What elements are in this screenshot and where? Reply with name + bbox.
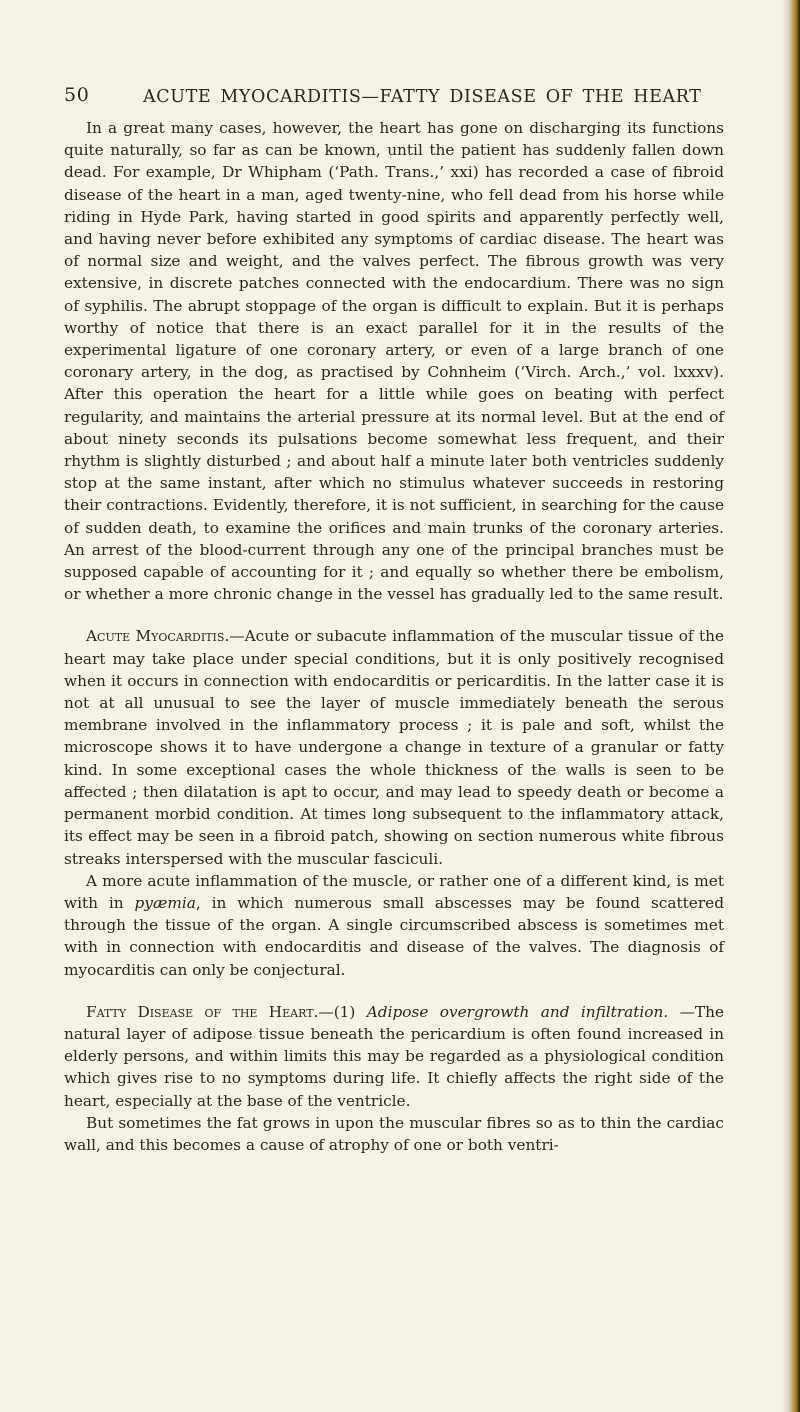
- pyaemia-text-end: , in which numerous small abscesses may be found scattered through the tissue of the organ. A single circumscribed abscess is sometimes met with in connection with endocarditis and disease of the valves. The diagnosis of myocarditis can only be conjectural.: [64, 893, 724, 979]
- paragraph-fatty-disease: [64, 1001, 724, 1112]
- fatty-disease-text: —The natural layer of adipose tissue beneath the pericardium is often found increased in elderly persons, and within limits this may be regarded as a physiological condition which gives rise to no symptoms during life. It chiefly affects the right side of the heart, especially at the base of the ventricle.: [64, 1002, 724, 1110]
- fatty-disease-number: —(1): [318, 1002, 367, 1021]
- pyaemia-term: pyæmia: [134, 893, 196, 912]
- running-title: ACUTE MYOCARDITIS—FATTY DISEASE OF THE HEART: [143, 87, 702, 107]
- page-number: 50: [64, 84, 90, 106]
- paragraph-fat-infiltration: But sometimes the fat grows in upon the muscular fibres so as to thin the cardiac wall, and this becomes a cause of atrophy of one or both ventri-: [64, 1113, 724, 1154]
- paragraph-pyaemia: [64, 870, 724, 981]
- body-text: [64, 117, 724, 1156]
- paragraph-sudden-death: In a great many cases, however, the heart has gone on discharging its functions quite naturally, so far as can be known, until the patient has suddenly fallen down dead. For example, Dr Whipham (‘Path. Trans.,’ xxi) has recorded a case of fibroid disease of the heart in a man, aged twenty-nine, who fell dead from his horse while riding in Hyde Park, having started in good spirits and apparently perfectly well, and having never before exhibited any symptoms of cardiac disease. The heart was of normal size and weight, and the valves perfect. The fibrous growth was very extensive, in discrete patches connected with the endocardium. There was no sign of syphilis. The abrupt stoppage of the organ is difficult to explain. But it is perhaps worthy of notice that there is an exact parallel for it in the results of the experimental ligature of one coronary artery, or even of a large branch of one coronary artery, in the dog, as practised by Cohnheim (‘Virch. Arch.,’ vol. lxxxv). After this operation the heart for a little while goes on beating with perfect regularity, and maintains the arterial pressure at its normal level. But at the end of about ninety seconds its pulsations become somewhat less frequent, and their rhythm is slightly disturbed ; and about half a minute later both ventricles suddenly stop at the same instant, after which no stimulus whatever succeeds in restoring their contractions. Evidently, therefore, it is not sufficient, in searching for the cause of sudden death, to examine the orifices and main trunks of the coronary arteries. An arrest of the blood-current through any one of the principal branches must be supposed capable of accounting for it ; and equally so whether there be embolism, or whether a more chronic change in the vessel has gradually led to the same result.: [64, 119, 724, 604]
- section-heading-fatty-disease: Fatty Disease of the Heart.: [86, 1002, 319, 1021]
- acute-myocarditis-text: —Acute or subacute inflammation of the muscular tissue of the heart may take place under special conditions, but it is only positively recognised when it occurs in connection with endocarditis or pericarditis. In the latter case it is not at all unusual to see the layer of muscle immediately beneath the serous membrane involved in the inflammatory process ; it is pale and soft, whilst the microscope shows it to have undergone a change in texture of a granular or fatty kind. In some exceptional cases the whole thickness of the walls is seen to be affected ; then dilatation is apt to occur, and may lead to speedy death or become a permanent morbid condition. At times long subsequent to the inflammatory attack, its effect may be seen in a fibroid patch, showing on section numerous white fibrous streaks interspersed with the muscular fasciculi.: [64, 627, 725, 868]
- page-edge: [782, 0, 800, 1412]
- section-heading-acute-myocarditis: Acute Myocarditis.: [86, 627, 230, 646]
- page-header: [64, 86, 724, 108]
- paragraph-acute-myocarditis: [64, 625, 724, 869]
- pyaemia-text-start: A more acute inflammation of the muscle, or rather one of a different kind, is met with in: [64, 871, 724, 912]
- subsection-heading-adipose: Adipose overgrowth and infiltration.: [366, 1002, 669, 1021]
